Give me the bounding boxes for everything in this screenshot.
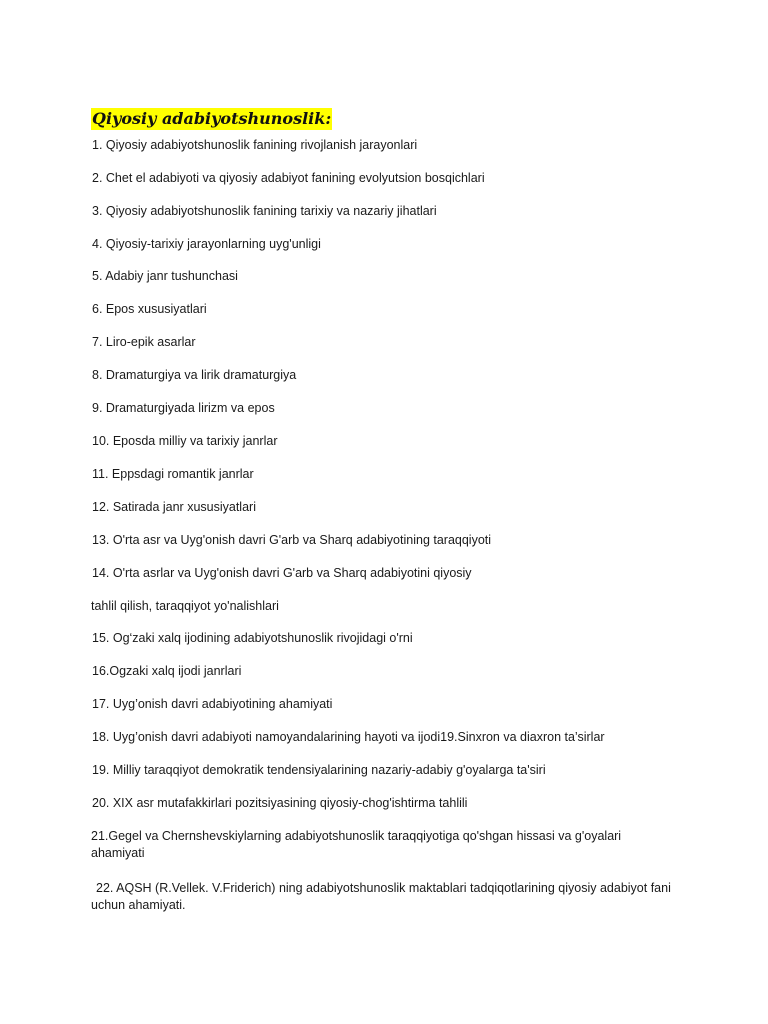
list-item-20: 20. XIX asr mutafakkirlari pozitsiyasining qiyosiy-chog'ishtirma tahlili — [92, 796, 468, 810]
list-item-7: 7. Liro-epik asarlar — [92, 335, 196, 349]
page-title: Qiyosiy adabiyotshunoslik: — [92, 109, 332, 128]
list-item-6: 6. Epos xususiyatlari — [92, 302, 207, 316]
list-item-3: 3. Qiyosiy adabiyotshunoslik fanining tarixiy va nazariy jihatlari — [92, 204, 437, 218]
list-item-14-continuation: tahlil qilish, taraqqiyot yo'nalishlari — [91, 599, 279, 613]
list-item-4: 4. Qiyosiy-tarixiy jarayonlarning uyg'unligi — [92, 237, 321, 251]
list-item-1: 1. Qiyosiy adabiyotshunoslik fanining rivojlanish jarayonlari — [92, 138, 418, 152]
list-item-17: 17. Uyg’onish davri adabiyotining ahamiyati — [92, 697, 333, 711]
list-item-12: 12. Satirada janr xususiyatlari — [92, 500, 256, 514]
list-item-11: 11. Eppsdagi romantik janrlar — [92, 467, 254, 481]
list-item-18: 18. Uyg’onish davri adabiyoti namoyandalarining hayoti va ijodi19.Sinxron va diaxron ta’sirlar — [92, 730, 605, 744]
list-item-9: 9. Dramaturgiyada lirizm va epos — [92, 401, 275, 415]
list-item-22: 22. AQSH (R.Vellek. V.Friderich) ning adabiyotshunoslik maktablari tadqiqotlarining qiyosiy adabiyot fani uchun ahamiyati. — [91, 881, 671, 912]
list-item-10: 10. Eposda milliy va tarixiy janrlar — [92, 434, 278, 448]
list-item-15: 15. Og‘zaki xalq ijodining adabiyotshunoslik rivojidagi o'rni — [92, 631, 413, 645]
list-item-19: 19. Milliy taraqqiyot demokratik tendensiyalarining nazariy-adabiy g'oyalarga ta'siri — [92, 763, 546, 777]
list-item-16: 16.Ogzaki xalq ijodi janrlari — [92, 664, 242, 678]
list-item-14: 14. O'rta asrlar va Uyg'onish davri G'arb va Sharq adabiyotini qiyosiy — [92, 566, 472, 580]
list-item-5: 5. Adabiy janr tushunchasi — [92, 269, 238, 283]
list-item-21: 21.Gegel va Chernshevskiylarning adabiyotshunoslik taraqqiyotiga qo'shgan hissasi va g'oyalari ahamiyati — [91, 829, 622, 860]
list-item-8: 8. Dramaturgiya va lirik dramaturgiya — [92, 368, 297, 382]
list-item-2: 2. Chet el adabiyoti va qiyosiy adabiyot fanining evolyutsion bosqichlari — [92, 171, 485, 185]
list-item-13: 13. O'rta asr va Uyg'onish davri G'arb va Sharq adabiyotining taraqqiyoti — [92, 533, 492, 547]
